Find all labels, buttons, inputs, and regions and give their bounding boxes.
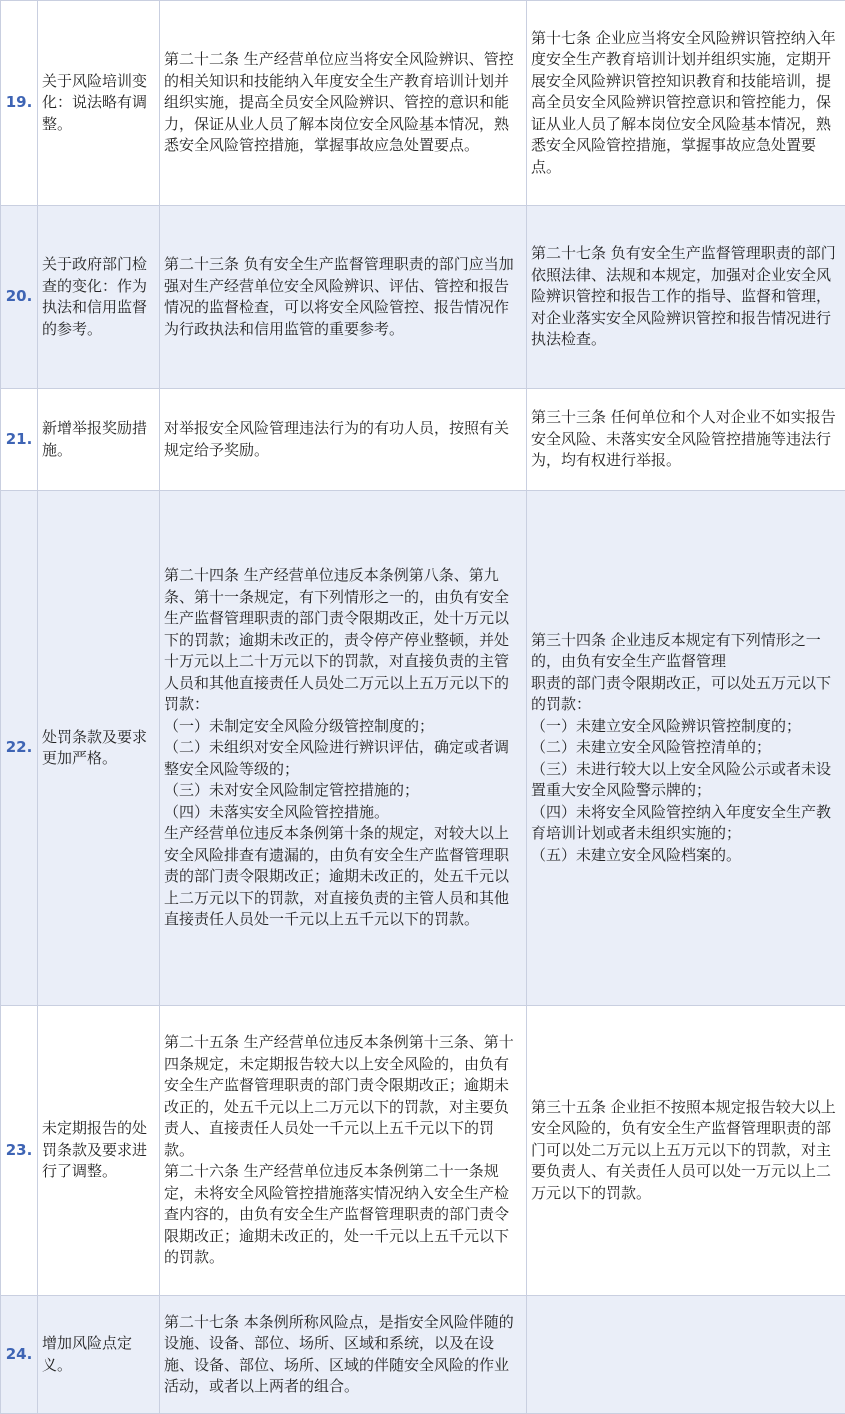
new-clause-paragraph: （四）未将安全风险管控纳入年度安全生产教育培训计划或者未组织实施的； [531,802,832,843]
table-row [1,206,845,389]
table-row [1,1296,845,1414]
new-clause-cell [527,1296,845,1414]
old-clause-cell [160,1006,527,1296]
table-row [1,1006,845,1296]
row-number: 20. [1,206,38,389]
table-row [1,491,845,1006]
row-number: 24. [1,1296,38,1414]
table-row [1,389,845,491]
change-topic: 关于政府部门检查的变化：作为执法和信用监督的参考。 [38,206,160,389]
old-clause-paragraph: 第二十三条 负有安全生产监督管理职责的部门应当加强对生产经营单位安全风险辨识、评估、管控和报告情况的监督检查，可以将安全风险管控、报告情况作为行政执法和信用监管的重要参考。 [164,255,514,338]
old-clause-cell [160,206,527,389]
new-clause-cell [527,206,845,389]
row-number: 19. [1,1,38,206]
new-clause-paragraph: 第三十四条 企业违反本规定有下列情形之一的，由负有安全生产监督管理 [531,630,821,671]
new-clause-cell [527,1006,845,1296]
new-clause-paragraph: 第三十五条 企业拒不按照本规定报告较大以上安全风险的，负有安全生产监督管理职责的部门可以处二万元以上五万元以下的罚款，对主要负责人、有关责任人员可以处一万元以上二万元以下的罚款。 [531,1097,836,1202]
old-clause-paragraph: 第二十七条 本条例所称风险点，是指安全风险伴随的设施、设备、部位、场所、区域和系统，以及在设施、设备、部位、场所、区域的伴随安全风险的作业活动，或者以上两者的组合。 [164,1312,514,1395]
old-clause-cell [160,389,527,491]
old-clause-paragraph: 第二十四条 生产经营单位违反本条例第八条、第九条、第十一条规定，有下列情形之一的，由负有安全生产监督管理职责的部门责令限期改正，处十万元以下的罚款；逾期未改正的，责令停产停业整顿，并处十万元以上二十万元以下的罚款，对直接负责的主管人员和其他直接责任人员处二万元以上五万元以下的罚款： [164,566,510,714]
row-number: 21. [1,389,38,491]
old-clause-cell [160,1296,527,1414]
row-number: 23. [1,1006,38,1296]
new-clause-cell [527,491,845,1006]
old-clause-paragraph: 第二十六条 生产经营单位违反本条例第二十一条规定，未将安全风险管控措施落实情况纳入安全生产检查内容的，由负有安全生产监督管理职责的部门责令限期改正；逾期未改正的，处一千元以上五千元以下的罚款。 [164,1162,510,1267]
old-clause-paragraph: （三）未对安全风险制定管控措施的； [164,781,420,800]
new-clause-paragraph: 第三十三条 任何单位和个人对企业不如实报告安全风险、未落实安全风险管控措施等违法行为，均有权进行举报。 [531,408,836,470]
new-clause-paragraph: （一）未建立安全风险辨识管控制度的； [531,716,802,735]
table-body [1,1,845,1414]
change-topic: 关于风险培训变化：说法略有调整。 [38,1,160,206]
change-topic: 增加风险点定义。 [38,1296,160,1414]
new-clause-paragraph: （五）未建立安全风险档案的。 [531,845,742,864]
new-clause-paragraph: 第十七条 企业应当将安全风险辨识管控纳入年度安全生产教育培训计划并组织实施，定期开展安全风险辨识管控知识教育和技能培训，提高全员安全风险辨识管控意识和管控能力，保证从业人员了解本岗位安全风险基本情况，熟悉安全风险管控措施，掌握事故应急处置要点。 [531,28,836,176]
new-clause-paragraph: 第二十七条 负有安全生产监督管理职责的部门依照法律、法规和本规定，加强对企业安全风险辨识管控和报告工作的指导、监督和管理，对企业落实安全风险辨识管控和报告情况进行执法检查。 [531,244,836,349]
new-clause-cell [527,389,845,491]
old-clause-paragraph: 第二十五条 生产经营单位违反本条例第十三条、第十四条规定，未定期报告较大以上安全风险的，由负有安全生产监督管理职责的部门责令限期改正；逾期未改正的，处五千元以上二万元以下的罚款，对主要负责人、直接责任人员处一千元以上五千元以下的罚款。 [164,1033,514,1159]
change-topic: 新增举报奖励措施。 [38,389,160,491]
change-topic: 处罚条款及要求更加严格。 [38,491,160,1006]
old-clause-paragraph: （四）未落实安全风险管控措施。 [164,802,390,821]
old-clause-cell [160,491,527,1006]
old-clause-paragraph: 对举报安全风险管理违法行为的有功人员，按照有关规定给予奖励。 [164,419,510,459]
row-number: 22. [1,491,38,1006]
old-clause-cell [160,1,527,206]
table-row [1,1,845,206]
change-topic: 未定期报告的处罚条款及要求进行了调整。 [38,1006,160,1296]
old-clause-paragraph: （二）未组织对安全风险进行辨识评估，确定或者调整安全风险等级的； [164,738,510,778]
old-clause-paragraph: 生产经营单位违反本条例第十条的规定，对较大以上安全风险排查有遗漏的，由负有安全生产监督管理职责的部门责令限期改正；逾期未改正的，处五千元以上二万元以下的罚款，对直接负责的主管人员和其他直接责任人员处一千元以上五千元以下的罚款。 [164,824,510,929]
new-clause-paragraph: （二）未建立安全风险管控清单的； [531,738,772,757]
old-clause-paragraph: （一）未制定安全风险分级管控制度的； [164,716,435,735]
new-clause-paragraph: （三）未进行较大以上安全风险公示或者未设置重大安全风险警示牌的； [531,759,832,800]
new-clause-cell [527,1,845,206]
new-clause-paragraph: 职责的部门责令限期改正，可以处五万元以下的罚款： [531,673,832,714]
old-clause-paragraph: 第二十二条 生产经营单位应当将安全风险辨识、管控的相关知识和技能纳入年度安全生产教育培训计划并组织实施，提高全员安全风险辨识、管控的意识和能力，保证从业人员了解本岗位安全风险基本情况，熟悉安全风险管控措施，掌握事故应急处置要点。 [164,50,514,155]
